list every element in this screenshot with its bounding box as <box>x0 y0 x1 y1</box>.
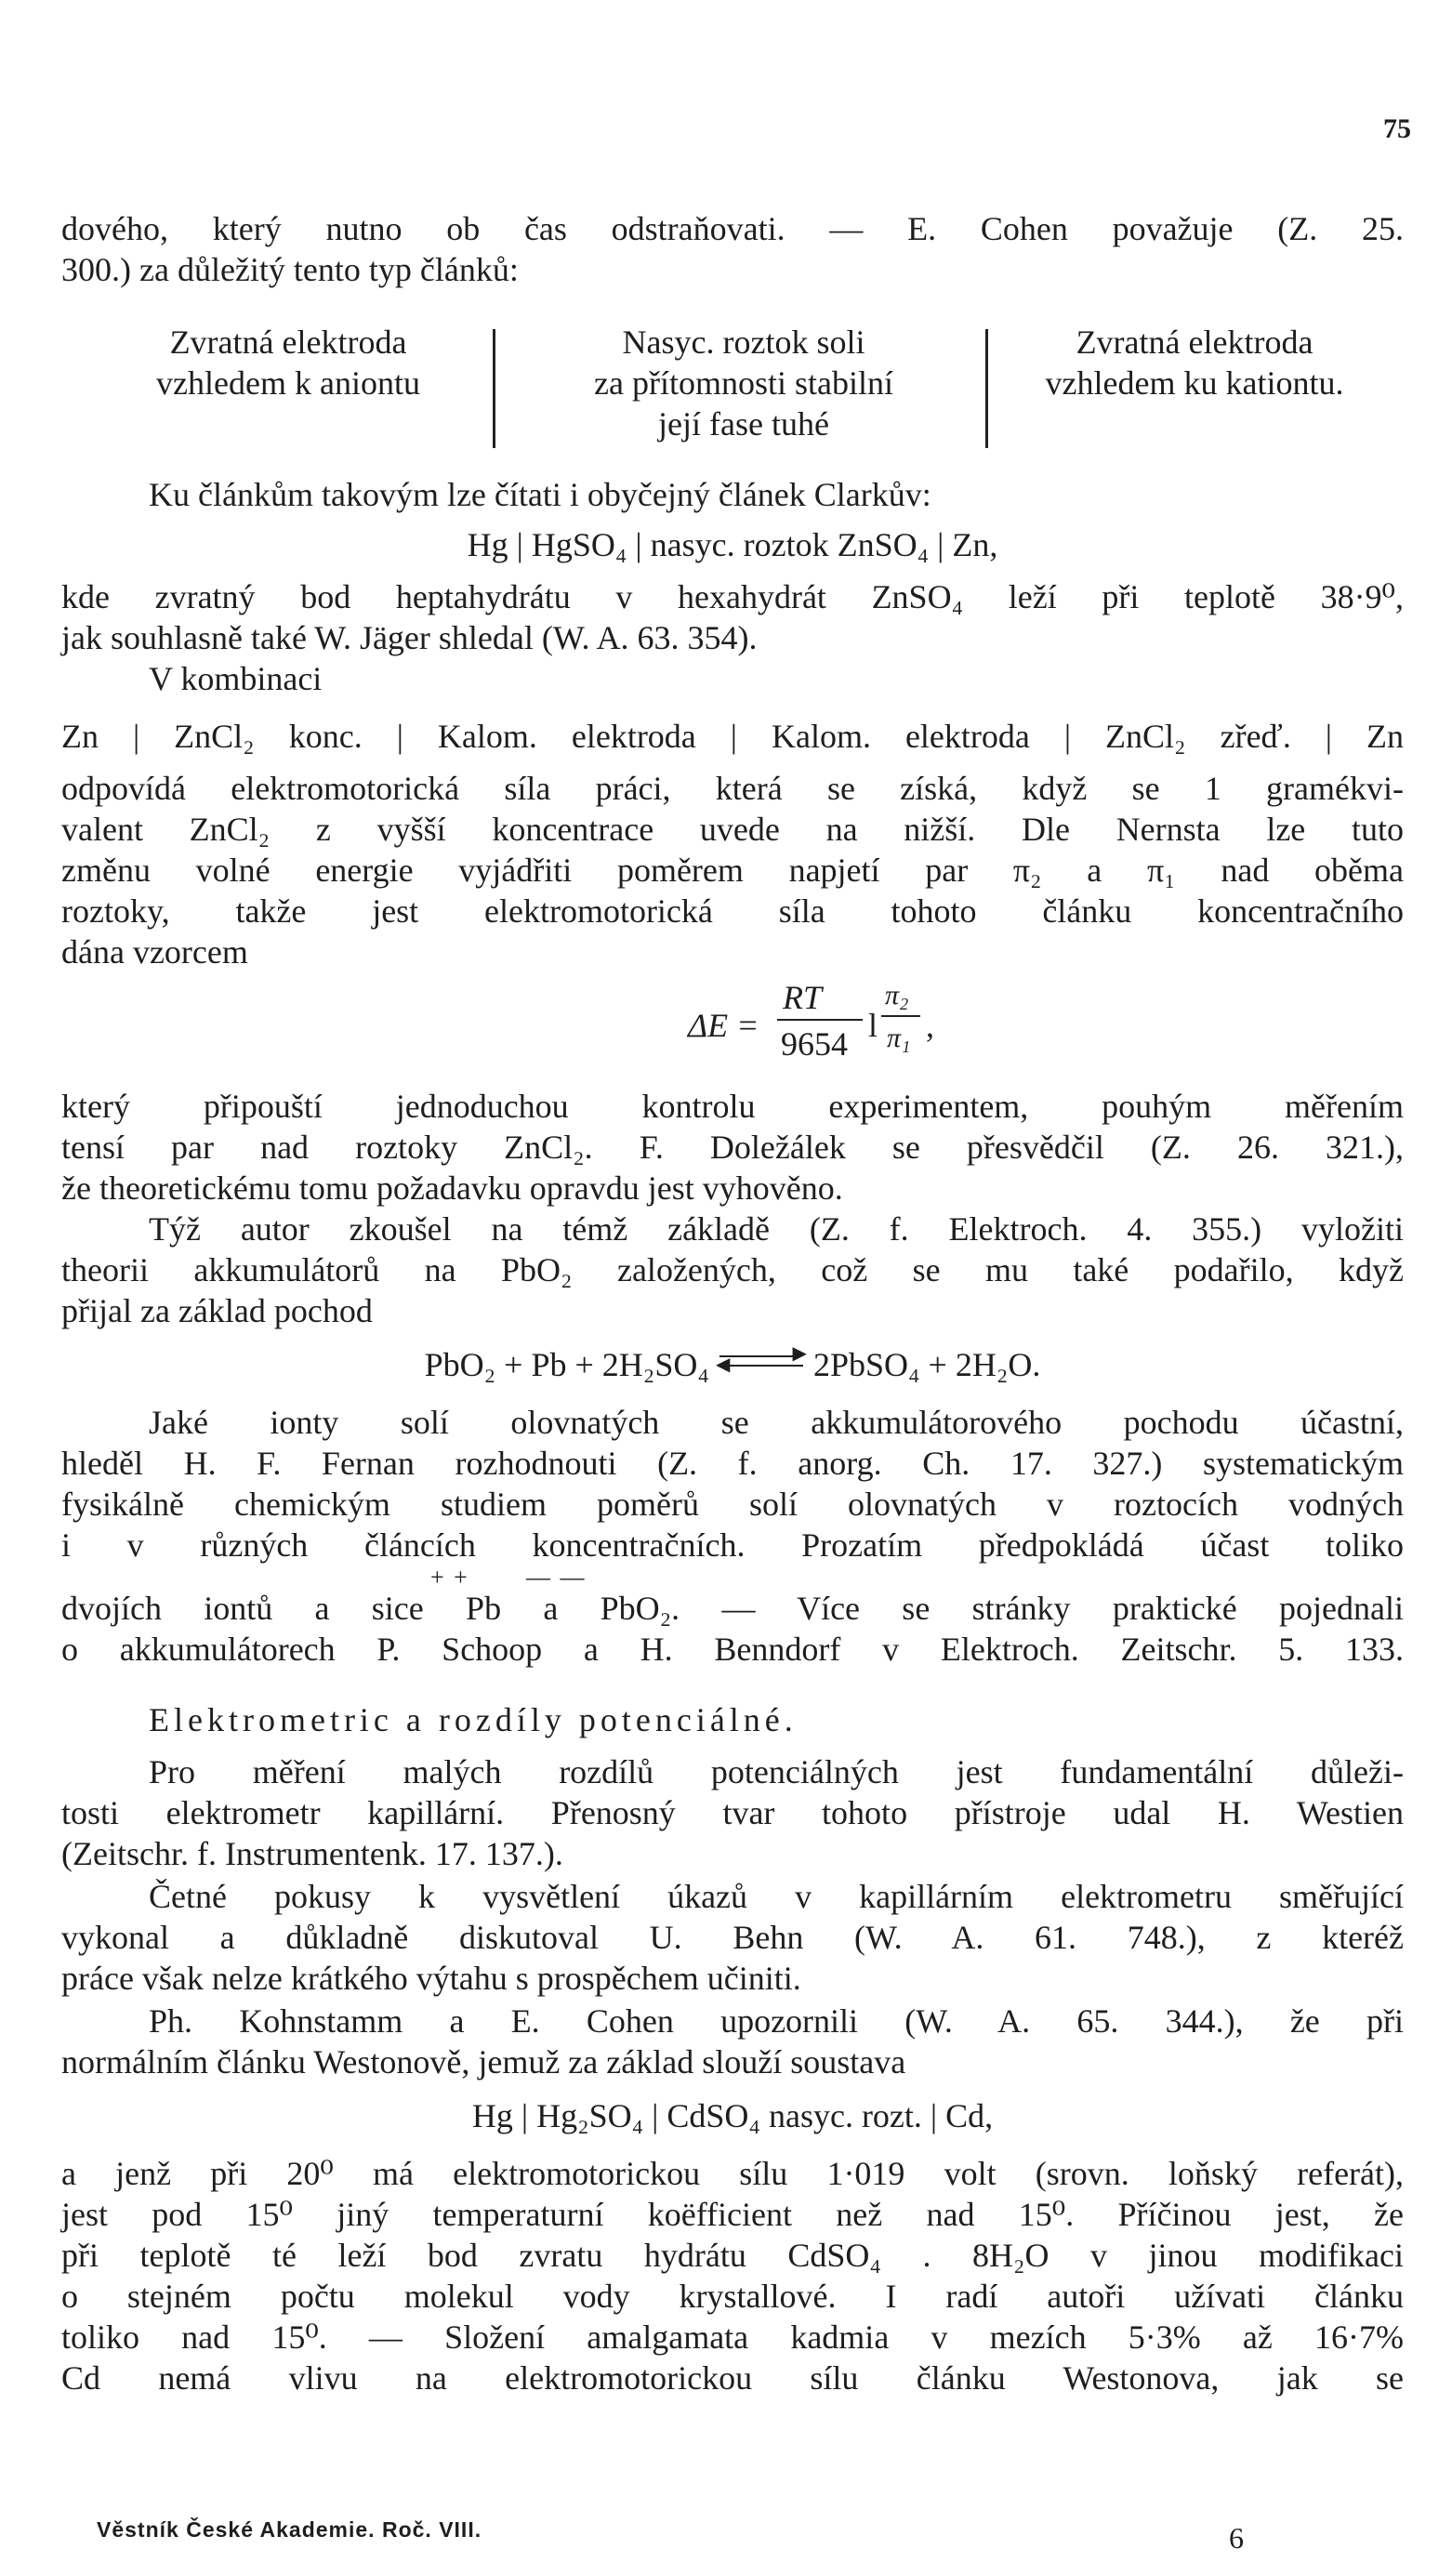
text-line: dána vzorcem <box>61 933 248 971</box>
text-line: roztoky, takže jest elektromotorická síla tohoto článku koncentračního <box>61 892 1404 930</box>
text-line: hleděl H. F. Fernan rozhodnouti (Z. f. anorg. Ch. 17. 327.) systematickým <box>61 1445 1404 1482</box>
formula-lhs: ΔE = <box>688 1007 759 1044</box>
fraction-bar <box>777 1019 863 1021</box>
text-line: i v různých článcích koncentračních. Prozatím předpokládá účast toliko <box>61 1526 1404 1564</box>
text-line: dvojích iontů a sice Pb a PbO₂. — Více se stránky praktické pojednali <box>61 1590 1404 1627</box>
text-line: normálním článku Westonově, jemuž za základ slouží soustava <box>61 2043 906 2081</box>
text-line: přijal za základ pochod <box>61 1292 373 1329</box>
text-line: tensí par nad roztoky ZnCl₂. F. Doležálek se přesvědčil (Z. 26. 321.), <box>61 1129 1404 1166</box>
sheet-number: 6 <box>1229 2521 1244 2555</box>
reaction-equation <box>61 1344 1404 1385</box>
table-cell: Zvratná elektroda <box>169 324 407 361</box>
text-line: jak souhlasně také W. Jäger shledal (W. A. 63. 354). <box>61 619 758 656</box>
text-line: fysikálně chemickým studiem poměrů solí olovnatých v roztocích vodných <box>61 1486 1404 1523</box>
text-line: a jenž při 20⁰ má elektromotorickou sílu 1·019 volt (srovn. loňský referát), <box>61 2155 1404 2192</box>
journal-footer: Věstník České Akademie. Roč. VIII. <box>97 2517 482 2542</box>
text-line: o akkumulátorech P. Schoop a H. Benndorf v Elektroch. Zeitschr. 5. 133. <box>61 1631 1404 1668</box>
text-line: Pro měření malých rozdílů potenciálných jest fundamentální důleži- <box>149 1753 1404 1790</box>
column-divider <box>985 329 988 448</box>
text-line: theorii akkumulátorů na PbO₂ založených, což se mu také podařilo, když <box>61 1251 1404 1288</box>
text-line: práce však nelze krátkého výtahu s prospěchem učiniti. <box>61 1960 801 1997</box>
reaction-left: PbO₂ + Pb + 2H₂SO₄ <box>424 1346 709 1383</box>
formula-comma: , <box>926 1007 934 1044</box>
text-line: Ku článkům takovým lze čítati i obyčejný článek Clarkův: <box>149 476 931 513</box>
table-cell: vzhledem k aniontu <box>156 364 420 402</box>
text-line: že theoretickému tomu požadavku opravdu jest vyhověno. <box>61 1169 843 1207</box>
table-column-cation-electrode <box>995 322 1394 403</box>
cell-scheme-table <box>93 322 1394 448</box>
formula-numerator: RT <box>783 979 823 1016</box>
equilibrium-arrows-icon: ▶ ◀ <box>715 1343 807 1375</box>
zinc-cell-scheme: Zn | ZnCl₂ konc. | Kalom. elektroda | Kalom. elektroda | ZnCl₂ zřeď. | Zn <box>61 718 1404 755</box>
page-number: 75 <box>1383 113 1411 144</box>
text-line: toliko nad 15⁰. — Složení amalgamata kadmia v mezích 5·3% až 16·7% <box>61 2318 1404 2356</box>
table-cell: za přítomnosti stabilní <box>594 364 893 402</box>
table-column-saturated-solution <box>502 322 985 444</box>
text-line: tosti elektrometr kapillární. Přenosný tvar tohoto přístroje udal H. Westien <box>61 1794 1404 1831</box>
text-line: valent ZnCl₂ z vyšší koncentrace uvede na nižší. Dle Nernsta lze tuto <box>61 811 1404 848</box>
text-line: kde zvratný bod heptahydrátu v hexahydrát ZnSO₄ leží při teplotě 38·9⁰, <box>61 578 1404 615</box>
text-line: o stejném počtu molekul vody krystallové. I radí autoři užívati článku <box>61 2278 1404 2315</box>
formula-denominator: 9654 <box>781 1025 848 1063</box>
reaction-right: 2PbSO₄ + 2H₂O. <box>812 1346 1041 1383</box>
section-heading: Elektrometric a rozdíly potenciálné. <box>149 1701 798 1738</box>
table-column-anion-electrode <box>93 322 483 403</box>
text-line: Cd nemá vlivu na elektromotorickou sílu článku Westonova, jak se <box>61 2359 1404 2397</box>
emf-formula <box>688 978 967 1067</box>
text-line: Jaké ionty solí olovnatých se akkumulátorového pochodu účastní, <box>149 1404 1404 1441</box>
text-line: odpovídá elektromotorická síla práci, která se získá, když se 1 gramékvi- <box>61 770 1404 807</box>
text-line: dového, který nutno ob čas odstraňovati. — E. Cohen považuje (Z. 25. <box>61 210 1404 247</box>
text-line: Týž autor zkoušel na témž základě (Z. f. Elektroch. 4. 355.) vyložiti <box>149 1210 1404 1248</box>
column-divider <box>493 329 495 448</box>
fraction-bar <box>881 1015 920 1017</box>
clark-cell-scheme: Hg | HgSO₄ | nasyc. roztok ZnSO₄ | Zn, <box>467 526 998 563</box>
text-line: při teplotě té leží bod zvratu hydrátu CdSO₄ . 8H₂O v jinou modifikaci <box>61 2237 1404 2274</box>
text-line: (Zeitschr. f. Instrumentenk. 17. 137.). <box>61 1835 563 1872</box>
ion-charge-marks: — — <box>526 1564 587 1591</box>
text-line: Četné pokusy k vysvětlení úkazů v kapillárním elektrometru směřující <box>149 1878 1404 1915</box>
text-line: změnu volné energie vyjádřiti poměrem napjetí par π₂ a π₁ nad oběma <box>61 852 1404 889</box>
table-cell: vzhledem ku kationtu. <box>1045 364 1344 402</box>
formula-ratio-numerator: π₂ <box>885 980 909 1011</box>
text-line: vykonal a důkladně diskutoval U. Behn (W. A. 61. 748.), z kteréž <box>61 1919 1404 1956</box>
text-line: jest pod 15⁰ jiný temperaturní koëfficient než nad 15⁰. Příčinou jest, že <box>61 2196 1404 2233</box>
text-line: V kombinaci <box>149 660 323 697</box>
text-line: 300.) za důležitý tento typ článků: <box>61 251 519 288</box>
text-line: který připouští jednoduchou kontrolu experimentem, pouhým měřením <box>61 1088 1404 1125</box>
weston-cell-scheme: Hg | Hg₂SO₄ | CdSO₄ nasyc. rozt. | Cd, <box>471 2097 994 2134</box>
text-line: Ph. Kohnstamm a E. Cohen upozornili (W. A. 65. 344.), že při <box>149 2002 1404 2040</box>
table-cell: Nasyc. roztok soli <box>622 324 865 361</box>
formula-ratio-denominator: π₁ <box>887 1023 911 1053</box>
formula-log: l <box>868 1007 878 1044</box>
table-cell: Zvratná elektroda <box>1076 324 1313 361</box>
ion-charge-marks: + + <box>430 1564 469 1591</box>
table-cell: její fase tuhé <box>658 405 829 443</box>
